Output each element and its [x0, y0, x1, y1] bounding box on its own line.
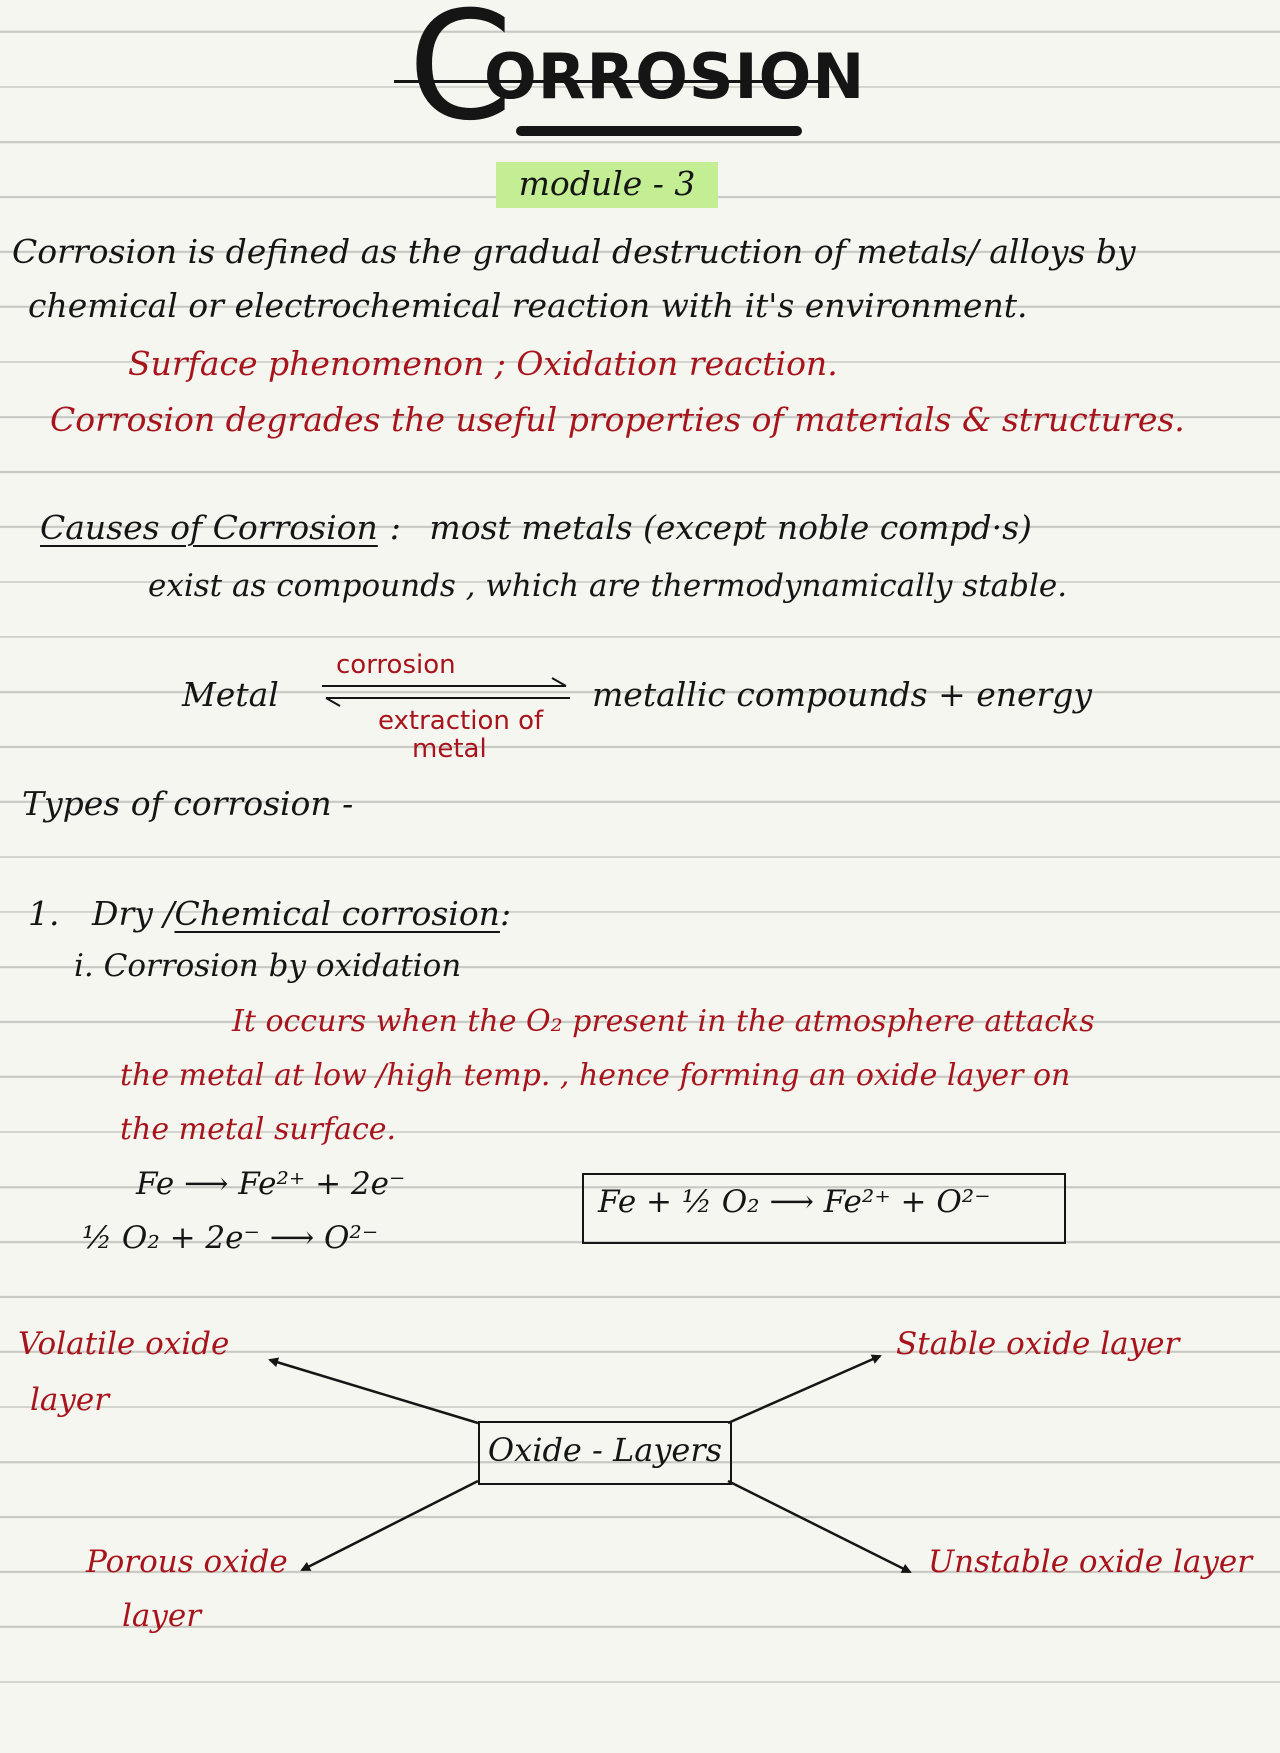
eq-metal: Metal — [182, 675, 279, 714]
volatile-oxide-label-1: Volatile oxide — [18, 1326, 230, 1362]
dry-label-underlined: Chemical corrosion — [174, 894, 500, 933]
eq-forward-label: corrosion — [336, 650, 456, 680]
note-degrades-properties: Corrosion degrades the useful properties of materials & structures. — [50, 400, 1185, 439]
dry-sub-heading: i. Corrosion by oxidation — [74, 948, 462, 984]
eq-products: metallic compounds + energy — [592, 675, 1093, 714]
definition-line-1: Corrosion is defined as the gradual destruction of metals/ alloys by — [12, 232, 1136, 271]
porous-oxide-label-1: Porous oxide — [86, 1544, 288, 1580]
dry-label-prefix: Dry / — [92, 894, 175, 933]
types-heading: Types of corrosion - — [22, 784, 354, 823]
eq-backward-label-2: metal — [412, 734, 487, 764]
title-text: ORROSION — [484, 40, 866, 113]
dry-description-line-3: the metal surface. — [120, 1112, 397, 1147]
eq-forward-arrowhead — [552, 678, 566, 686]
causes-colon: : — [389, 508, 401, 547]
dry-description-line-2: the metal at low /high temp. , hence forming an oxide layer on — [120, 1058, 1071, 1093]
stable-oxide-label: Stable oxide layer — [896, 1326, 1180, 1362]
causes-line-1: most metals (except noble compd·s) — [429, 508, 1032, 547]
dry-colon: : — [499, 894, 512, 933]
unstable-oxide-label: Unstable oxide layer — [928, 1544, 1253, 1580]
reaction-1: Fe ⟶ Fe²⁺ + 2e⁻ — [136, 1166, 406, 1202]
porous-oxide-label-2: layer — [122, 1598, 202, 1634]
oxide-layers-label: Oxide - Layers — [487, 1431, 723, 1469]
title-initial: C — [408, 0, 513, 154]
causes-line-2: exist as compounds , which are thermodynamically stable. — [148, 568, 1068, 604]
volatile-oxide-label-2: layer — [30, 1382, 110, 1418]
dry-number: 1. — [28, 894, 60, 933]
reaction-2: ½ O₂ + 2e⁻ ⟶ O²⁻ — [82, 1220, 379, 1256]
module-label: module - 3 — [518, 164, 696, 203]
definition-line-2: chemical or electrochemical reaction with it's environment. — [28, 286, 1028, 325]
causes-heading: Causes of Corrosion — [40, 508, 378, 547]
eq-backward-label-1: extraction of — [378, 706, 544, 736]
note-surface-phenomenon: Surface phenomenon ; Oxidation reaction. — [128, 344, 838, 383]
dry-description-line-1: It occurs when the O₂ present in the atmosphere attacks — [232, 1004, 1095, 1039]
overall-reaction: Fe + ½ O₂ ⟶ Fe²⁺ + O²⁻ — [598, 1184, 991, 1220]
eq-backward-arrowhead — [326, 698, 340, 706]
